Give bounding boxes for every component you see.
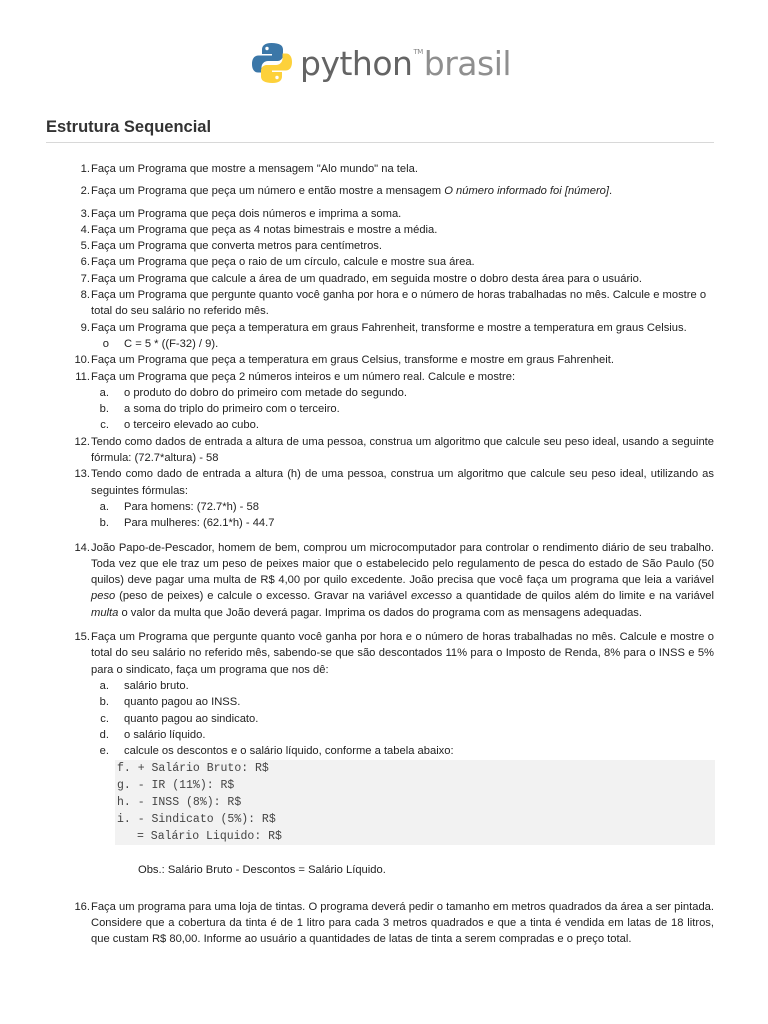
item-text: Faça um Programa que pergunte quanto você ganha por hora e o número de horas trabalhadas no mês. Calcule e mostre o total do seu salário no referido mês.: [91, 289, 707, 318]
item-number: 10.: [74, 354, 90, 367]
list-item: [46, 271, 714, 287]
list-item: [46, 183, 714, 199]
code-line: h. - INSS (8%): R$: [117, 796, 242, 810]
item-emphasis: peso: [91, 590, 116, 603]
sub-item: [46, 678, 714, 694]
sub-item: [46, 385, 714, 401]
item-text: João Papo-de-Pescador, homem de bem, comprou um microcomputador para controlar o rendimento diário de seu trabalho. Toda vez que ele traz um peso de peixes maior que o estabelecido pelo regulamento de pesca do estado de São Paulo (50 quilos) deve pagar uma multa de R$ 4,00 por quilo excedente. João precisa que você faça um programa que leia a variável peso (peso de peixes) e calcule o excesso. Gravar na variável excesso a quantidade de quilos além do limite e na variável multa o valor da multa que João deverá pagar. Imprima os dados do programa com as mensagens adequadas.: [91, 541, 714, 619]
item-number: 14.: [74, 541, 90, 554]
logo-brasil-text: brasil: [423, 43, 512, 83]
list-item: [46, 206, 714, 222]
list-item: [46, 434, 714, 467]
list-item: [46, 287, 714, 320]
sub-item-text: salário bruto.: [124, 679, 189, 692]
item-emphasis: excesso: [410, 590, 452, 603]
code-line: g. - IR (11%): R$: [117, 779, 235, 793]
sub-item: [46, 694, 714, 710]
list-item: [46, 254, 714, 270]
item-text: Faça um programa para uma loja de tintas. O programa deverá pedir o tamanho em metros quadrados da área a ser pintada. Considere que a cobertura da tinta é de 1 litro para cada 3 metros quadrados e que a tinta é vendida em latas de 18 litros, que custam R$ 80,00. Informe ao usuário a quantidades de latas de tinta a serem compradas e o preço total.: [91, 900, 714, 946]
item-text: Faça um Programa que mostre a mensagem "Alo mundo" na tela.: [91, 163, 418, 175]
list-item: [46, 222, 714, 238]
logo-python-text: python: [300, 43, 413, 83]
list-item: [46, 629, 714, 678]
sub-item: [46, 499, 714, 515]
page-title: Estrutura Sequencial: [46, 118, 212, 136]
sub-label: d.: [99, 728, 109, 741]
item-number: 2.: [80, 185, 90, 198]
sub-label: c.: [100, 419, 109, 432]
sub-item: [46, 401, 714, 417]
list-item: [46, 352, 714, 368]
item-emphasis: O número informado foi [número]: [444, 185, 609, 198]
item-number: 5.: [80, 240, 90, 253]
item-text: Faça um Programa que calcule a área de um quadrado, em seguida mostre o dobro desta área para o usuário.: [91, 272, 642, 285]
item-text: Faça um Programa que peça a temperatura em graus Celsius, transforme e mostre em graus Fahrenheit.: [91, 354, 614, 367]
item-number: 13.: [74, 468, 90, 481]
code-line: = Salário Liquido: R$: [137, 830, 282, 844]
python-logo-icon: [250, 41, 294, 85]
python-brasil-logo: [250, 40, 520, 86]
sub-item-text: quanto pagou ao sindicato.: [124, 712, 259, 725]
item-number: 7.: [80, 272, 90, 285]
sub-label: c.: [100, 712, 109, 725]
item-text: Faça um Programa que peça as 4 notas bimestrais e mostre a média.: [91, 223, 438, 236]
item-text: Faça um Programa que pergunte quanto você ganha por hora e o número de horas trabalhadas no mês. Calcule e mostre o total do seu salário no referido mês, sabendo-se que são descontados 11% para o Imposto de Renda, 8% para o INSS e 5% para o sindicato, faça um programa que nos dê:: [91, 631, 714, 676]
item-number: 12.: [74, 435, 90, 448]
list-item: [46, 161, 714, 177]
sub-item-text: calcule os descontos e o salário líquido, conforme a tabela abaixo:: [124, 745, 454, 758]
list-item: [46, 320, 714, 336]
item-number: 8.: [80, 289, 90, 302]
item-emphasis: multa: [91, 606, 119, 619]
item-number: 3.: [80, 207, 90, 220]
item-text: Faça um Programa que peça o raio de um círculo, calcule e mostre sua área.: [91, 256, 475, 269]
sub-item-text: quanto pagou ao INSS.: [124, 696, 241, 709]
item-text: Faça um Programa que peça um número e então mostre a mensagem O número informado foi [número].: [91, 185, 613, 198]
code-line: i. - Sindicato (5%): R$: [117, 813, 276, 827]
item-text: Faça um Programa que peça dois números e imprima a soma.: [91, 207, 402, 220]
sub-label: b.: [99, 403, 109, 416]
item-number: 6.: [80, 256, 90, 269]
sub-item-text: o produto do dobro do primeiro com metade do segundo.: [124, 386, 407, 399]
sub-item: [46, 711, 714, 727]
list-item: [46, 466, 714, 499]
sub-label: b.: [99, 517, 109, 530]
sub-label: b.: [99, 696, 109, 709]
item-number: 9.: [80, 321, 90, 334]
item-number: 11.: [75, 370, 90, 383]
sub-item: [46, 743, 714, 759]
item-text: Tendo como dados de entrada a altura de uma pessoa, construa um algoritmo que calcule seu peso ideal, usando a seguinte fórmula: (72.7*altura) - 58: [91, 435, 714, 465]
sub-bullet: o: [102, 337, 109, 350]
sub-item-text: o terceiro elevado ao cubo.: [124, 419, 259, 432]
item-text: Tendo como dado de entrada a altura (h) de uma pessoa, construa um algoritmo que calcule seu peso ideal, utilizando as seguintes fórmulas:: [91, 468, 714, 497]
logo-wordmark: [300, 43, 512, 83]
exercise-list: [46, 161, 714, 948]
title-divider: [46, 142, 714, 143]
sub-item: [46, 417, 714, 433]
item-text: Faça um Programa que peça a temperatura em graus Fahrenheit, transforme e mostre a temperatura em graus Celsius.: [91, 321, 687, 334]
sub-item-text: o salário líquido.: [124, 728, 206, 741]
sub-label: e.: [99, 745, 109, 758]
list-item: [46, 899, 714, 948]
list-item: [46, 369, 714, 385]
list-item: [46, 540, 714, 621]
item-number: 15.: [74, 631, 90, 644]
item-text: Faça um Programa que converta metros para centímetros.: [91, 240, 383, 253]
sub-label: a.: [99, 679, 109, 692]
sub-item-text: a soma do triplo do primeiro com o terceiro.: [124, 403, 340, 416]
note-text: Obs.: Salário Bruto - Descontos = Salário Líquido.: [138, 864, 386, 877]
sub-label: a.: [99, 386, 109, 399]
sub-item: [46, 727, 714, 743]
code-line: f. + Salário Bruto: R$: [117, 762, 269, 776]
sub-item-text: Para homens: (72.7*h) - 58: [124, 500, 259, 513]
item-number: 1.: [80, 163, 90, 175]
sub-label: a.: [99, 500, 109, 513]
sub-item: [46, 336, 714, 352]
sub-item-text: Para mulheres: (62.1*h) - 44.7: [124, 517, 275, 530]
logo-tm-mark: TM: [413, 47, 423, 56]
item-text: Faça um Programa que peça 2 números inteiros e um número real. Calcule e mostre:: [91, 370, 516, 383]
list-item: [46, 238, 714, 254]
code-block: [115, 760, 715, 845]
sub-item: [46, 515, 714, 531]
item-number: 4.: [80, 223, 90, 236]
sub-item-text: C = 5 * ((F-32) / 9).: [124, 337, 219, 350]
item-number: 16.: [74, 900, 90, 913]
